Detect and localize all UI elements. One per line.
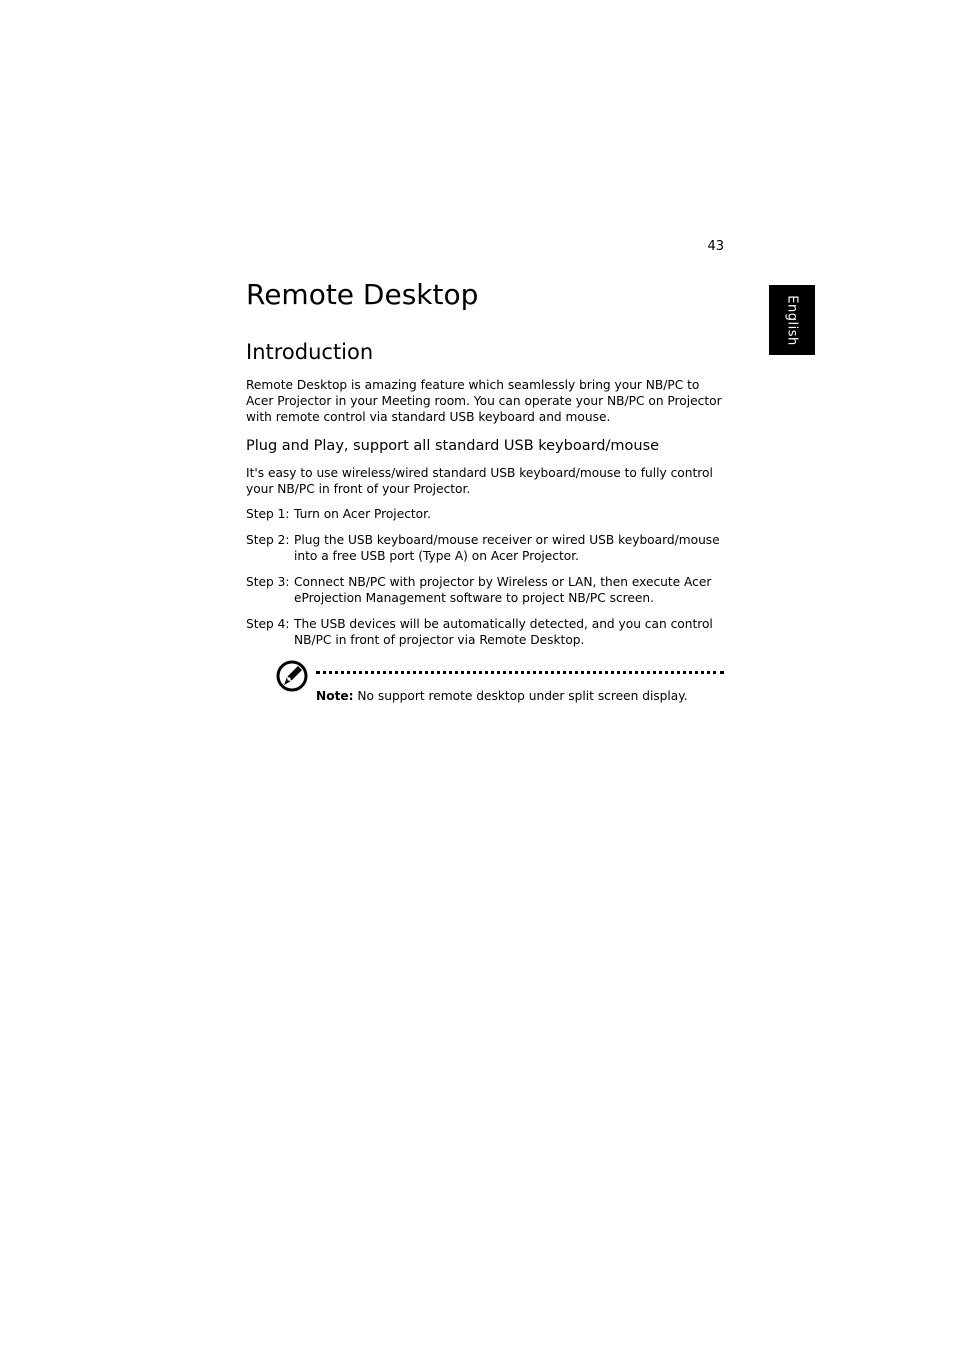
language-tab [769,285,815,355]
subsection-heading: Plug and Play, support all standard USB keyboard/mouse [246,438,660,454]
note-label: Note: [316,689,354,703]
note-pen-icon [275,659,309,693]
section-heading: Introduction [246,340,374,364]
intro-paragraph: Remote Desktop is amazing feature which seamlessly bring your NB/PC to Acer Projector in your Meeting room. You can operate your NB/PC on Projector with remote control via standard USB keyboard and mouse. [246,378,722,424]
step-label: Step 1: [246,507,290,521]
step-text: Plug the USB keyboard/mouse receiver or wired USB keyboard/mouse into a free USB port (Type A) on Acer Projector. [294,533,720,563]
step-label: Step 4: [246,617,290,631]
note-divider [316,671,724,674]
step-text: The USB devices will be automatically detected, and you can control NB/PC in front of projector via Remote Desktop. [294,617,713,647]
language-tab-label: English [784,294,800,346]
step-label: Step 2: [246,533,290,547]
page-title: Remote Desktop [246,278,479,311]
step-text: Connect NB/PC with projector by Wireless or LAN, then execute Acer eProjection Management software to project NB/PC screen. [294,575,712,605]
subsection-paragraph: It's easy to use wireless/wired standard USB keyboard/mouse to fully control your NB/PC in front of your Projector. [246,466,713,496]
step-text: Turn on Acer Projector. [294,507,431,521]
page-number: 43 [707,239,724,254]
note-text: No support remote desktop under split screen display. [357,689,688,703]
step-label: Step 3: [246,575,290,589]
note [316,688,688,704]
